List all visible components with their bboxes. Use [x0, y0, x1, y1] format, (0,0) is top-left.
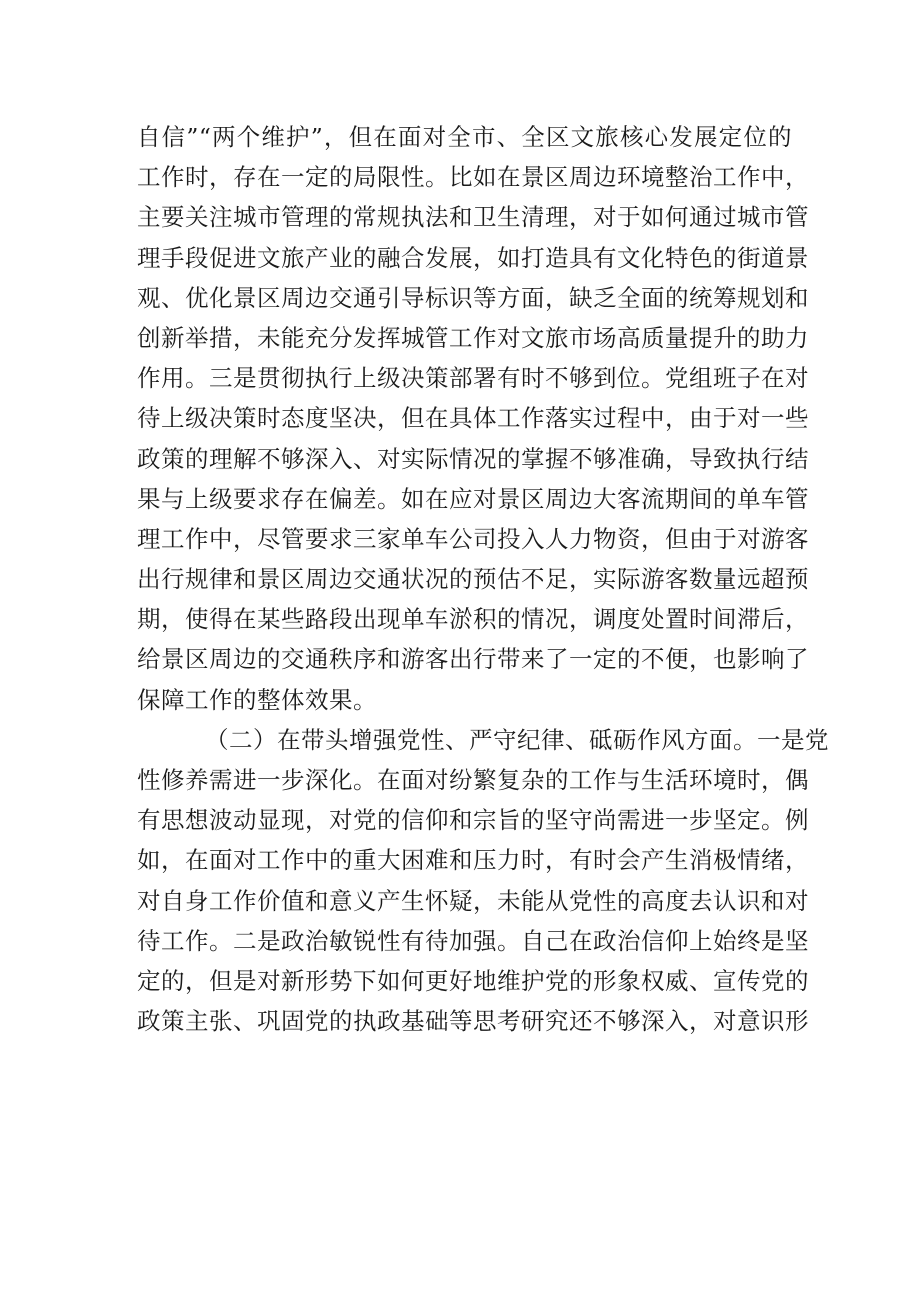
text-line: 政策主张、巩固党的执政基础等思考研究还不够深入，对意识形 — [137, 1007, 809, 1036]
document-body — [137, 117, 829, 1041]
text-line: 给景区周边的交通秩序和游客出行带来了一定的不便，也影响了 — [137, 645, 809, 674]
text-line: 定的，但是对新形势下如何更好地维护党的形象权威、宣传党的 — [137, 966, 809, 995]
text-line: 果与上级要求存在偏差。如在应对景区周边大客流期间的单车管 — [137, 484, 809, 513]
section-heading-line: （二）在带头增强党性、严守纪律、砥砺作风方面。一是党 — [205, 725, 829, 754]
text-line: 性修养需进一步深化。在面对纷繁复杂的工作与生活环境时，偶 — [137, 766, 809, 794]
text-line: 观、优化景区周边交通引导标识等方面，缺乏全面的统筹规划和 — [137, 283, 809, 312]
text-line: 有思想波动显现，对党的信仰和宗旨的坚守尚需进一步坚定。例 — [137, 806, 809, 835]
text-line: 待工作。二是政治敏锐性有待加强。自己在政治信仰上始终是坚 — [137, 926, 809, 955]
text-line: 工作时，存在一定的局限性。比如在景区周边环境整治工作中， — [137, 163, 809, 192]
text-line: 对自身工作价值和意义产生怀疑，未能从党性的高度去认识和对 — [137, 886, 809, 915]
text-line: 理工作中，尽管要求三家单车公司投入人力物资，但由于对游客 — [137, 524, 809, 553]
text-line: 期，使得在某些路段出现单车淤积的情况，调度处置时间滞后， — [137, 605, 809, 634]
paragraph-end-line: 保障工作的整体效果。 — [137, 685, 377, 714]
text-line: 理手段促进文旅产业的融合发展，如打造具有文化特色的街道景 — [137, 243, 809, 272]
text-line: 创新举措，未能充分发挥城管工作对文旅市场高质量提升的助力 — [137, 323, 809, 352]
text-line: 待上级决策时态度坚决，但在具体工作落实过程中，由于对一些 — [137, 404, 809, 433]
text-line: 作用。三是贯彻执行上级决策部署有时不够到位。党组班子在对 — [137, 364, 809, 393]
text-line: 如，在面对工作中的重大困难和压力时，有时会产生消极情绪， — [137, 846, 809, 875]
text-line: 政策的理解不够深入、对实际情况的掌握不够准确，导致执行结 — [137, 444, 809, 473]
text-line: 自信”“两个维护”，但在面对全市、全区文旅核心发展定位的 — [137, 123, 792, 151]
text-line: 出行规律和景区周边交通状况的预估不足，实际游客数量远超预 — [137, 565, 809, 594]
text-line: 主要关注城市管理的常规执法和卫生清理，对于如何通过城市管 — [137, 203, 809, 232]
